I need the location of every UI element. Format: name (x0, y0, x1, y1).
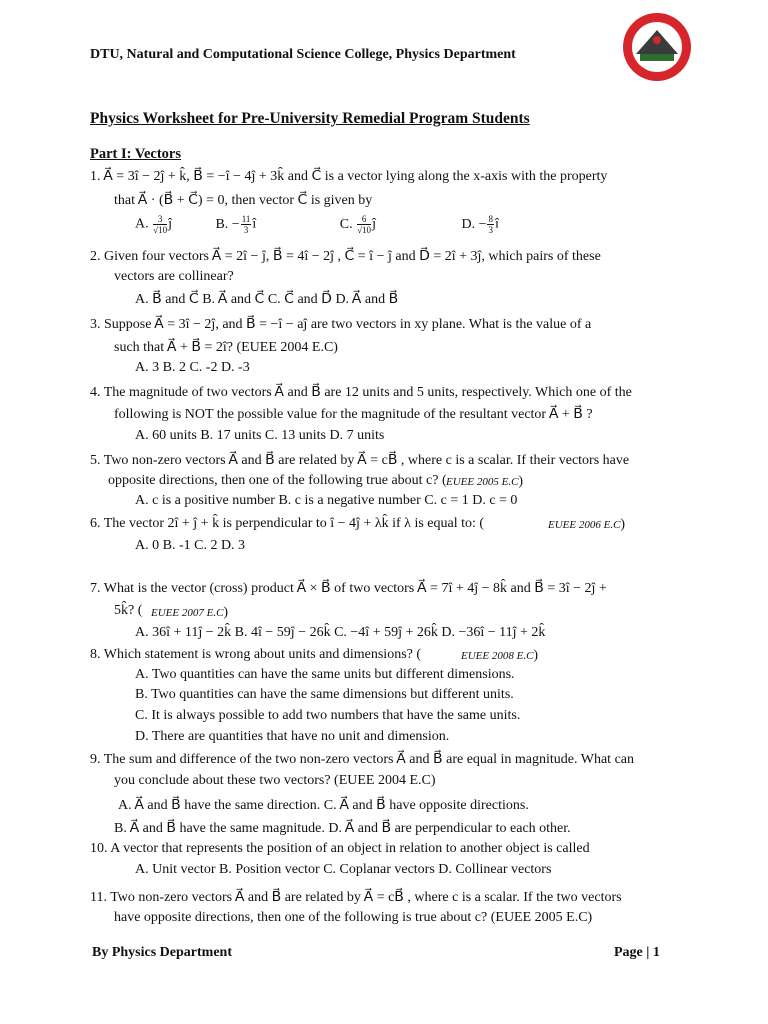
question-line: A. Unit vector B. Position vector C. Coplanar vectors D. Collinear vectors (135, 862, 552, 877)
exam-reference: EUEE 2007 E.C) (151, 605, 229, 620)
footer-department: By Physics Department (92, 945, 232, 960)
question-line: A. c is a positive number B. c is a negative number C. c = 1 D. c = 0 (135, 493, 518, 508)
question-line: vectors are collinear? (114, 269, 234, 284)
question-line: A. 60 units B. 17 units C. 13 units D. 7 units (135, 428, 385, 443)
question-line: A. B⃗ and C⃗ B. A⃗ and C⃗ C. C⃗ and D⃗ D. A⃗ and B⃗ (135, 292, 399, 307)
question-line: 7. What is the vector (cross) product A⃗ × B⃗ of two vectors A⃗ = 7î + 4ĵ − 8k̂ and B⃗ = 3î − 2ĵ + (90, 581, 607, 596)
question-line: you conclude about these two vectors? (EUEE 2004 E.C) (114, 773, 436, 788)
question-line: A. 3 B. 2 C. -2 D. -3 (135, 360, 250, 375)
question-line: D. There are quantities that have no unit and dimension. (135, 729, 450, 744)
question-line: that A⃗ · (B⃗ + C⃗) = 0, then vector C⃗ is given by (114, 193, 373, 208)
question-line: 11. Two non-zero vectors A⃗ and B⃗ are related by A⃗ = cB⃗ , where c is a scalar. If the two vectors (90, 890, 622, 905)
exam-reference: EUEE 2008 E.C) (461, 648, 539, 663)
exam-reference: EUEE 2006 E.C) (548, 517, 626, 532)
page-number: Page | 1 (614, 945, 660, 960)
question-line: 2. Given four vectors A⃗ = 2î − ĵ, B⃗ = 4î − 2ĵ , C⃗ = î − ĵ and D⃗ = 2î + 3ĵ, which pairs of these (90, 249, 601, 264)
question-line: such that A⃗ + B⃗ = 2î? (EUEE 2004 E.C) (114, 340, 338, 355)
question-line: 6. The vector 2î + ĵ + k̂ is perpendicular to î − 4ĵ + λk̂ if λ is equal to: ( (90, 516, 485, 531)
question-line: opposite directions, then one of the following true about c? ( (108, 473, 447, 488)
question-line: 8. Which statement is wrong about units and dimensions? ( (90, 647, 422, 662)
question-line: have opposite directions, then one of the following is true about c? (EUEE 2005 E.C) (114, 910, 593, 925)
question-line: 3. Suppose A⃗ = 3î − 2ĵ, and B⃗ = −î − aĵ are two vectors in xy plane. What is the value of a (90, 317, 592, 332)
worksheet-title: Physics Worksheet for Pre-University Remedial Program Students (90, 110, 530, 127)
question-line: A. Two quantities can have the same units but different dimensions. (135, 667, 515, 682)
question-line: C. It is always possible to add two numbers that have the same units. (135, 708, 521, 723)
department-header: DTU, Natural and Computational Science College, Physics Department (90, 47, 516, 62)
university-seal-logo (622, 12, 692, 82)
question-line: 5. Two non-zero vectors A⃗ and B⃗ are related by A⃗ = cB⃗ , where c is a scalar. If their vectors have (90, 453, 630, 468)
question-line: A. A⃗ and B⃗ have the same direction. C. A⃗ and B⃗ have opposite directions. (118, 798, 529, 813)
question-line: 9. The sum and difference of the two non-zero vectors A⃗ and B⃗ are equal in magnitude. What can (90, 752, 634, 767)
question-line: following is NOT the possible value for the magnitude of the resultant vector A⃗ + B⃗ ? (114, 407, 593, 422)
question-line: 10. A vector that represents the position of an object in relation to another object is called (90, 841, 590, 856)
question-line: 4. The magnitude of two vectors A⃗ and B⃗ are 12 units and 5 units, respectively. Which one of the (90, 385, 632, 400)
q1-options: A. $\frac{3}{√10}$ ĵ B. − $\frac{11}{3}$ î C. $\frac{6}{√10}$ ĵ D. − $\frac{8}{3}$ î (135, 214, 499, 235)
question-line: 5k̂? ( (114, 603, 143, 618)
question-line: A. 36î + 11ĵ − 2k̂ B. 4î − 59ĵ − 26k̂ C. −4î + 59ĵ + 26k̂ D. −36î − 11ĵ + 2k̂ (135, 625, 546, 640)
question-line: A. 0 B. -1 C. 2 D. 3 (135, 538, 246, 553)
part-heading: Part I: Vectors (90, 146, 182, 162)
question-line: 1. A⃗ = 3î − 2ĵ + k̂, B⃗ = −î − 4ĵ + 3k̂ and C⃗ is a vector lying along the x-axis with the property (90, 169, 608, 184)
question-line: B. A⃗ and B⃗ have the same magnitude. D. A⃗ and B⃗ are perpendicular to each other. (114, 821, 571, 836)
exam-reference: EUEE 2005 E.C) (446, 474, 524, 489)
question-line: B. Two quantities can have the same dimensions but different units. (135, 687, 514, 702)
